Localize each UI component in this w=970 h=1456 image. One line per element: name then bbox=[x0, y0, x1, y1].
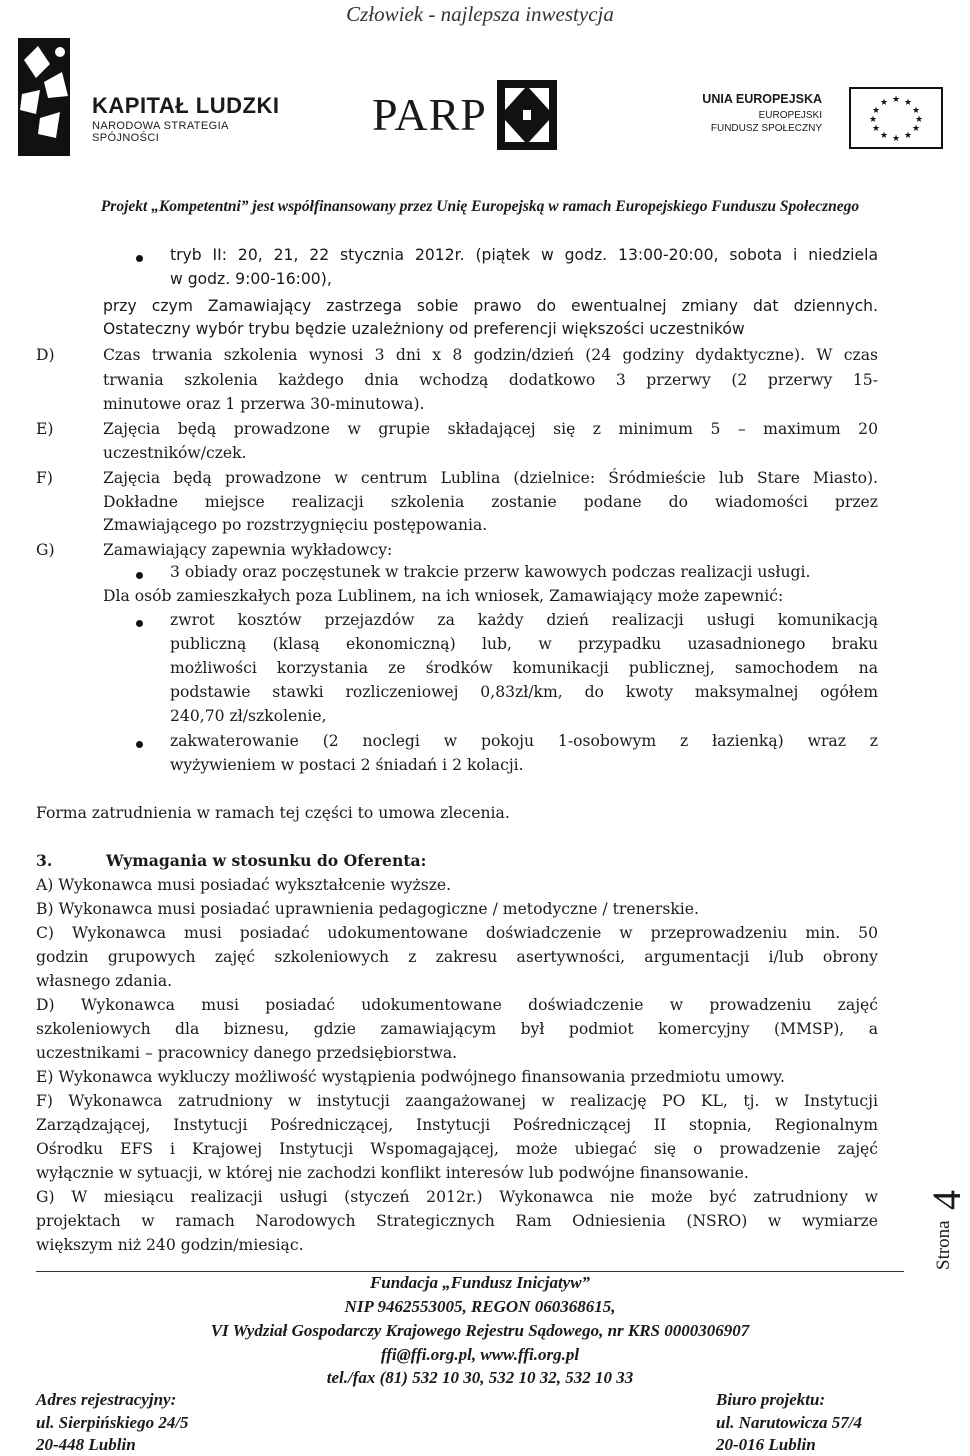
eu-logo bbox=[702, 88, 942, 148]
req-g-line1: G) W miesiącu realizacji usługi (styczeń 2012r.) Wykonawca nie może być zatrudniony w bbox=[36, 1188, 878, 1206]
item-d-marker: D) bbox=[36, 346, 55, 364]
req-f-line3: Ośrodku EFS i Krajowej Instytucji Wspomagającej, może ubiegać się o prowadzenie zajęć bbox=[36, 1140, 878, 1158]
bullet-icon bbox=[136, 741, 143, 748]
page-number-value: 4 bbox=[924, 1190, 969, 1210]
req-a: A) Wykonawca musi posiadać wykształcenie wyższe. bbox=[36, 876, 452, 894]
parp-logo bbox=[372, 78, 572, 153]
svg-text:★: ★ bbox=[891, 134, 901, 144]
req-b: B) Wykonawca musi posiadać uprawnienia pedagogiczne / metodyczne / trenerskie. bbox=[36, 900, 699, 918]
kapital-ludzki-emblem-icon bbox=[10, 38, 80, 158]
footer-org: Fundacja „Fundusz Inicjatyw” bbox=[369, 1273, 591, 1292]
eu-line2: EUROPEJSKI bbox=[758, 110, 822, 121]
footer-office-street: ul. Narutowicza 57/4 bbox=[716, 1413, 862, 1432]
req-d-line1: D) Wykonawca musi posiadać udokumentowane doświadczenie w prowadzeniu zajęć bbox=[36, 996, 878, 1014]
bullet-icon bbox=[136, 620, 143, 627]
item-d-line1: Czas trwania szkolenia wynosi 3 dni x 8 godzin/dzień (24 godziny dydaktyczne). W czas bbox=[103, 346, 878, 364]
page-number bbox=[905, 1175, 969, 1275]
svg-text:★: ★ bbox=[911, 106, 921, 116]
project-statement: Projekt „Kompetentni” jest współfinansowany przez Unię Europejską w ramach Europejskiego Funduszu Społecznego bbox=[100, 198, 860, 215]
req-d-line2: szkoleniowych dla biznesu, gdzie zamawiającym był podmiot komercyjny (MMSP), a bbox=[36, 1020, 878, 1038]
item-g-bullet1: 3 obiady oraz poczęstunek w trakcie przerw kawowych podczas realizacji usługi. bbox=[170, 563, 811, 581]
item-d-line2: trwania szkolenia każdego dnia wchodzą dodatkowo 3 przerwy (2 przerwy 15- bbox=[103, 371, 878, 389]
page-label: Strona bbox=[933, 1220, 954, 1270]
section-title: Wymagania w stosunku do Oferenta: bbox=[106, 851, 427, 870]
mode-ii-line: tryb II: 20, 21, 22 stycznia 2012r. (piątek w godz. 13:00-20:00, sobota i niedziela bbox=[170, 246, 878, 264]
item-f-line1: Zajęcia będą prowadzone w centrum Lublina (dzielnice: Śródmieście lub Stare Miasto). bbox=[103, 469, 878, 487]
kapital-ludzki-subtitle: NARODOWA STRATEGIA SPÓJNOŚCI bbox=[92, 120, 229, 144]
footer-office-label: Biuro projektu: bbox=[716, 1390, 826, 1409]
item-d-line3: minutowe oraz 1 przerwa 30-minutowa). bbox=[103, 395, 425, 413]
eu-flag-icon bbox=[850, 88, 942, 148]
svg-text:★: ★ bbox=[903, 98, 913, 108]
footer-reg-city: 20-448 Lublin bbox=[36, 1435, 136, 1454]
item-e-line2: uczestników/czek. bbox=[103, 444, 247, 462]
footer-divider bbox=[36, 1271, 904, 1272]
travel-cost-line3: możliwości korzystania ze środków komunikacji publicznej, samochodem na bbox=[170, 659, 878, 677]
parp-pinwheel-icon bbox=[497, 80, 557, 150]
item-g-line1: Zamawiający zapewnia wykładowcy: bbox=[103, 541, 393, 559]
bullet-icon bbox=[136, 255, 143, 262]
footer-office-city: 20-016 Lublin bbox=[716, 1435, 816, 1454]
svg-text:★: ★ bbox=[879, 131, 889, 141]
mode-choice-note: Ostateczny wybór trybu będzie uzależniony od preferencji większości uczestników bbox=[103, 320, 745, 338]
footer-krs: VI Wydział Gospodarczy Krajowego Rejestru Sądowego, nr KRS 0000306907 bbox=[210, 1321, 750, 1340]
footer-reg-street: ul. Sierpińskiego 24/5 bbox=[36, 1413, 189, 1432]
bullet-icon bbox=[136, 572, 143, 579]
item-g-marker: G) bbox=[36, 541, 55, 559]
req-c-line3: własnego zdania. bbox=[36, 972, 173, 990]
eu-line1: UNIA EUROPEJSKA bbox=[702, 92, 822, 106]
accommodation-line2: wyżywieniem w postaci 2 śniadań i 2 kolacji. bbox=[170, 756, 524, 774]
req-g-line2: projektach w ramach Narodowych Strategicznych Ram Odniesienia (NSRO) w wymiarze bbox=[36, 1212, 878, 1230]
svg-text:★: ★ bbox=[868, 115, 878, 125]
item-g-line2: Dla osób zamieszkałych poza Lublinem, na ich wniosek, Zamawiający może zapewnić: bbox=[103, 587, 784, 605]
travel-cost-line5: 240,70 zł/szkolenie, bbox=[170, 707, 327, 725]
req-d-line3: uczestnikami – pracownicy danego przedsiębiorstwa. bbox=[36, 1044, 458, 1062]
employment-form: Forma zatrudnienia w ramach tej części to umowa zlecenia. bbox=[36, 804, 510, 822]
req-f-line1: F) Wykonawca zatrudniony w instytucji zaangażowanej w realizację PO KL, tj. w Instytucji bbox=[36, 1092, 878, 1110]
footer-nip: NIP 9462553005, REGON 060368615, bbox=[344, 1297, 616, 1316]
item-f-line3: Zmawiającego po rozstrzygnięciu postępowania. bbox=[103, 516, 488, 534]
item-f-marker: F) bbox=[36, 469, 53, 487]
header-tagline: Człowiek - najlepsza inwestycja bbox=[346, 2, 614, 26]
svg-text:★: ★ bbox=[891, 95, 901, 105]
svg-text:★: ★ bbox=[914, 115, 924, 125]
svg-text:★: ★ bbox=[871, 106, 881, 116]
accommodation-line1: zakwaterowanie (2 noclegi w pokoju 1-osobowym z łazienką) wraz z bbox=[170, 732, 878, 750]
req-e: E) Wykonawca wykluczy możliwość wystąpienia podwójnego finansowania przedmiotu umowy. bbox=[36, 1068, 785, 1086]
mode-ii-hours: w godz. 9:00-16:00), bbox=[170, 270, 332, 288]
item-f-line2: Dokładne miejsce realizacji szkolenia zostanie podane do wiadomości przez bbox=[103, 493, 878, 511]
footer-reg-label: Adres rejestracyjny: bbox=[36, 1390, 177, 1409]
travel-cost-line1: zwrot kosztów przejazdów za każdy dzień realizacji usługi komunikacją bbox=[170, 611, 878, 629]
footer-tel: tel./fax (81) 532 10 30, 532 10 32, 532 10 33 bbox=[326, 1368, 634, 1387]
req-c-line2: godzin grupowych zajęć szkoleniowych z zakresu asertywności, argumentacji i/lub obrony bbox=[36, 948, 878, 966]
svg-text:★: ★ bbox=[871, 124, 881, 134]
svg-text:★: ★ bbox=[911, 124, 921, 134]
section-number: 3. bbox=[36, 851, 53, 870]
req-c-line1: C) Wykonawca musi posiadać udokumentowane doświadczenie w przeprowadzeniu min. 50 bbox=[36, 924, 878, 942]
eu-line3: FUNDUSZ SPOŁECZNY bbox=[710, 123, 822, 134]
kapital-ludzki-title: KAPITAŁ LUDZKI bbox=[92, 93, 280, 118]
travel-cost-line4: podstawie stawki rozliczeniowej 0,83zł/km, do kwoty maksymalnej ogółem bbox=[170, 683, 878, 701]
req-f-line2: Zarządzającej, Instytucji Pośredniczącej, Instytucji Pośredniczącej II stopnia, Regionalnym bbox=[36, 1116, 878, 1134]
item-e-marker: E) bbox=[36, 420, 54, 438]
date-change-note: przy czym Zamawiający zastrzega sobie prawo do ewentualnej zmiany dat dziennych. bbox=[103, 297, 878, 315]
req-f-line4: wyłącznie w sytuacji, w której nie zachodzi konflikt interesów lub podwójne finansowanie. bbox=[36, 1164, 749, 1182]
svg-text:★: ★ bbox=[879, 98, 889, 108]
svg-text:★: ★ bbox=[903, 131, 913, 141]
footer-web: ffi@ffi.org.pl, www.ffi.org.pl bbox=[380, 1345, 580, 1364]
req-g-line3: większym niż 240 godzin/miesiąc. bbox=[36, 1236, 304, 1254]
travel-cost-line2: publiczną (klasą ekonomiczną) lub, w przypadku uzasadnionego braku bbox=[170, 635, 878, 653]
item-e-line1: Zajęcia będą prowadzone w grupie składającej się z minimum 5 – maximum 20 bbox=[103, 420, 878, 438]
parp-title: PARP bbox=[372, 89, 487, 140]
kapital-ludzki-logo bbox=[10, 38, 280, 158]
